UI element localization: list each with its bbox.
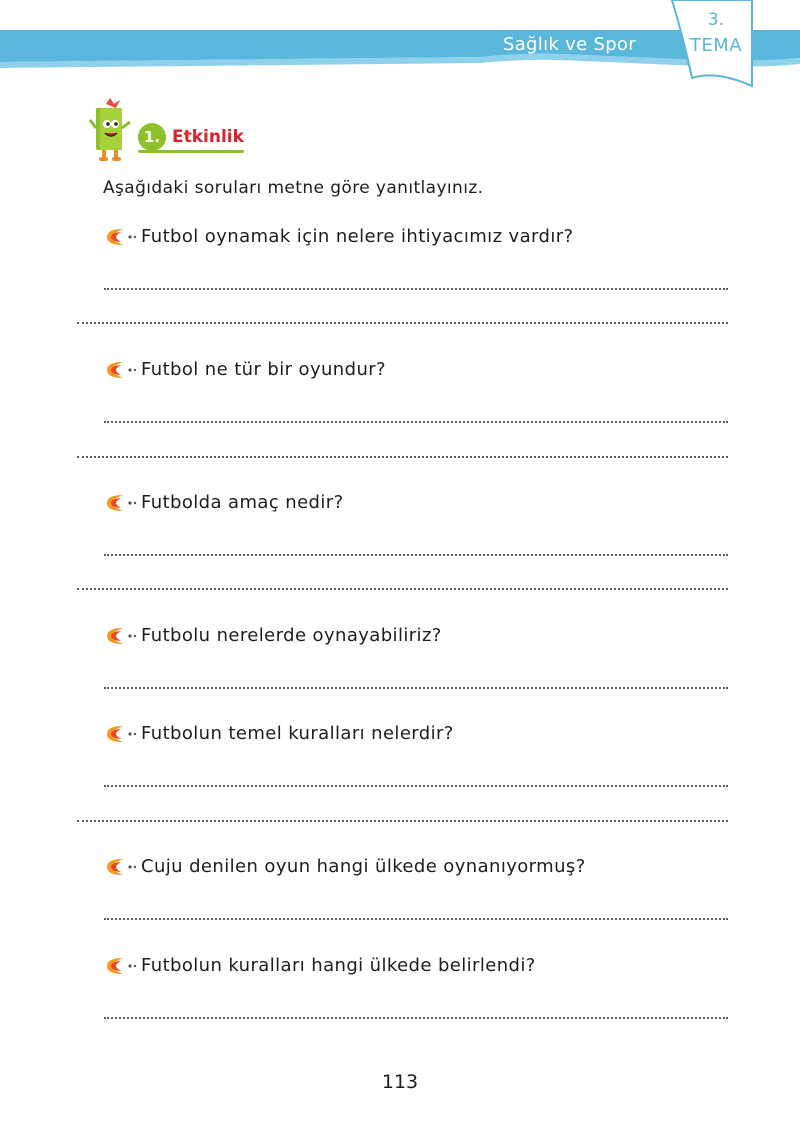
question-text: Futbol ne tür bir oyundur?	[141, 359, 387, 380]
swirl-arrow-icon	[103, 493, 137, 513]
question-1	[103, 226, 574, 247]
book-mascot-icon	[88, 98, 138, 162]
theme-title: Sağlık ve Spor	[503, 34, 636, 55]
swirl-arrow-icon	[103, 956, 137, 976]
answer-line[interactable]	[77, 322, 728, 324]
activity-badge	[138, 122, 244, 152]
question-text: Futbol oynamak için nelere ihtiyacımız vardır?	[141, 226, 574, 247]
tema-number: 3.	[707, 10, 725, 30]
answer-line[interactable]	[77, 588, 728, 590]
tema-label: TEMA	[689, 35, 743, 56]
question-text: Futbolu nerelerde oynayabiliriz?	[141, 625, 442, 646]
swirl-arrow-icon	[103, 626, 137, 646]
question-text: Futbolun kuralları hangi ülkede belirlendi?	[141, 955, 536, 976]
question-7	[103, 955, 536, 976]
swirl-arrow-icon	[103, 857, 137, 877]
activity-underline	[138, 150, 244, 153]
activity-number: 1.	[138, 123, 166, 151]
answer-line[interactable]	[104, 1017, 728, 1019]
swirl-arrow-icon	[103, 360, 137, 380]
answer-line[interactable]	[104, 554, 728, 556]
page-number: 113	[381, 1071, 419, 1093]
swirl-arrow-icon	[103, 724, 137, 744]
answer-line[interactable]	[77, 456, 728, 458]
question-text: Cuju denilen oyun hangi ülkede oynanıyormuş?	[141, 856, 586, 877]
question-5	[103, 723, 454, 744]
answer-line[interactable]	[104, 288, 728, 290]
question-3	[103, 492, 344, 513]
swirl-arrow-icon	[103, 227, 137, 247]
question-4	[103, 625, 442, 646]
answer-line[interactable]	[104, 421, 728, 423]
question-6	[103, 856, 586, 877]
question-text: Futbolda amaç nedir?	[141, 492, 344, 513]
question-text: Futbolun temel kuralları nelerdir?	[141, 723, 454, 744]
answer-line[interactable]	[104, 918, 728, 920]
instruction-text: Aşağıdaki soruları metne göre yanıtlayınız.	[103, 178, 484, 198]
question-2	[103, 359, 386, 380]
activity-title: Etkinlik	[172, 127, 244, 147]
answer-line[interactable]	[104, 785, 728, 787]
answer-line[interactable]	[77, 820, 728, 822]
answer-line[interactable]	[104, 687, 728, 689]
